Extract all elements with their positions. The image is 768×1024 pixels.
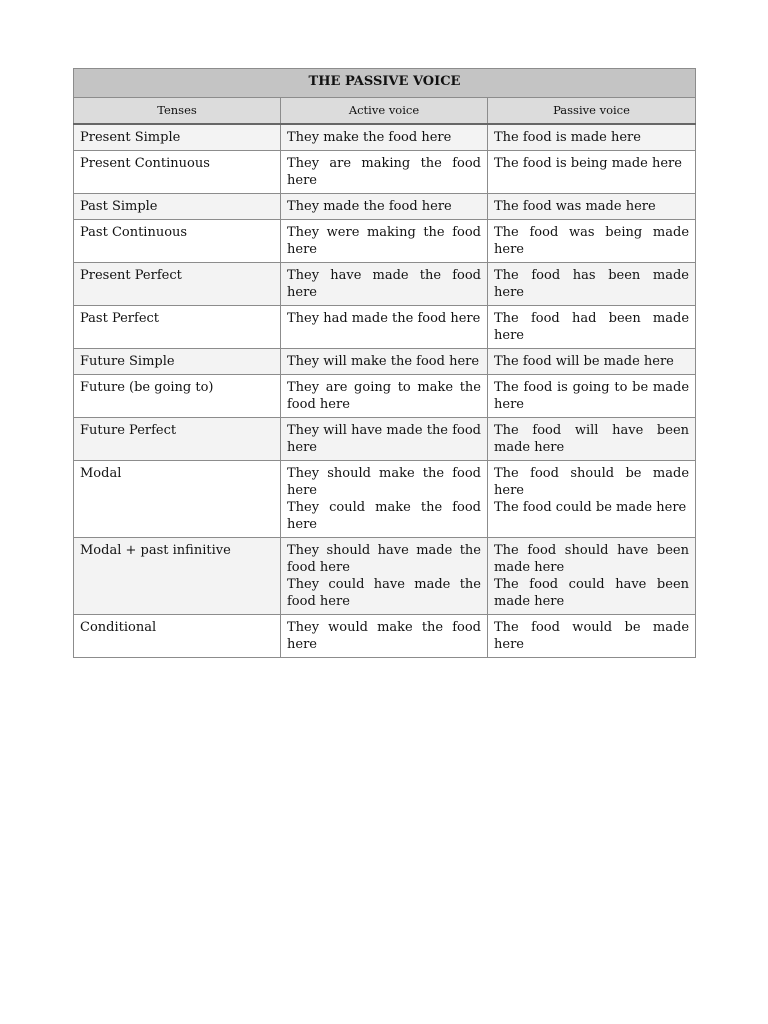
table-title: THE PASSIVE VOICE xyxy=(74,69,696,98)
passive-cell xyxy=(488,220,696,263)
tense-cell: Past Perfect xyxy=(74,306,281,349)
passive-sentence: The food could have been made here xyxy=(494,577,690,609)
table-row xyxy=(74,538,696,615)
passive-voice-table xyxy=(73,68,696,658)
tense-cell: Past Simple xyxy=(74,194,281,220)
active-cell xyxy=(281,124,488,151)
active-sentence: They had made the food here xyxy=(287,311,481,326)
header-tenses: Tenses xyxy=(74,98,281,125)
active-sentence: They should have made the food here xyxy=(287,543,481,575)
tense-cell: Present Continuous xyxy=(74,151,281,194)
tense-cell: Conditional xyxy=(74,615,281,658)
active-cell xyxy=(281,375,488,418)
passive-cell xyxy=(488,461,696,538)
passive-cell xyxy=(488,151,696,194)
passive-sentence: The food would be made here xyxy=(494,620,690,652)
active-sentence: They made the food here xyxy=(287,199,452,214)
table-row xyxy=(74,124,696,151)
passive-sentence: The food will have been made here xyxy=(494,423,690,455)
passive-sentence: The food could be made here xyxy=(494,500,687,515)
active-cell xyxy=(281,263,488,306)
passive-cell xyxy=(488,375,696,418)
table-row xyxy=(74,349,696,375)
table-row xyxy=(74,220,696,263)
tense-cell: Past Continuous xyxy=(74,220,281,263)
active-sentence: They are making the food here xyxy=(287,156,481,188)
active-sentence: They should make the food here xyxy=(287,466,481,498)
active-sentence: They would make the food here xyxy=(287,620,481,652)
passive-sentence: The food should be made here xyxy=(494,466,690,498)
active-cell xyxy=(281,538,488,615)
table-row xyxy=(74,418,696,461)
passive-sentence: The food is being made here xyxy=(494,156,682,171)
active-sentence: They could make the food here xyxy=(287,500,481,532)
header-passive-voice: Passive voice xyxy=(488,98,696,125)
passive-cell xyxy=(488,263,696,306)
passive-sentence: The food is going to be made here xyxy=(494,380,690,412)
passive-sentence: The food was being made here xyxy=(494,225,690,257)
passive-cell xyxy=(488,615,696,658)
active-cell xyxy=(281,615,488,658)
table-row xyxy=(74,615,696,658)
passive-sentence: The food will be made here xyxy=(494,354,674,369)
active-cell xyxy=(281,349,488,375)
tense-cell: Modal + past infinitive xyxy=(74,538,281,615)
table-row xyxy=(74,461,696,538)
passive-sentence: The food was made here xyxy=(494,199,656,214)
active-sentence: They make the food here xyxy=(287,130,452,145)
active-cell xyxy=(281,306,488,349)
table-row xyxy=(74,194,696,220)
passive-cell xyxy=(488,194,696,220)
passive-cell xyxy=(488,306,696,349)
active-cell xyxy=(281,194,488,220)
active-sentence: They are going to make the food here xyxy=(287,380,481,412)
passive-sentence: The food should have been made here xyxy=(494,543,690,575)
passive-sentence: The food is made here xyxy=(494,130,641,145)
passive-cell xyxy=(488,538,696,615)
passive-cell xyxy=(488,418,696,461)
tense-cell: Modal xyxy=(74,461,281,538)
active-sentence: They will have made the food here xyxy=(287,423,481,455)
tense-cell: Future Perfect xyxy=(74,418,281,461)
table-row xyxy=(74,263,696,306)
active-cell xyxy=(281,418,488,461)
tense-cell: Future (be going to) xyxy=(74,375,281,418)
tense-cell: Future Simple xyxy=(74,349,281,375)
active-cell xyxy=(281,461,488,538)
tense-cell: Present Simple xyxy=(74,124,281,151)
passive-cell xyxy=(488,124,696,151)
tense-cell: Present Perfect xyxy=(74,263,281,306)
active-sentence: They were making the food here xyxy=(287,225,481,257)
table-row xyxy=(74,306,696,349)
active-cell xyxy=(281,220,488,263)
active-sentence: They will make the food here xyxy=(287,354,480,369)
passive-sentence: The food had been made here xyxy=(494,311,690,343)
table-row xyxy=(74,375,696,418)
active-sentence: They have made the food here xyxy=(287,268,481,300)
passive-cell xyxy=(488,349,696,375)
table-row xyxy=(74,151,696,194)
active-sentence: They could have made the food here xyxy=(287,577,481,609)
header-row xyxy=(74,98,696,125)
active-cell xyxy=(281,151,488,194)
header-active-voice: Active voice xyxy=(281,98,488,125)
passive-sentence: The food has been made here xyxy=(494,268,690,300)
